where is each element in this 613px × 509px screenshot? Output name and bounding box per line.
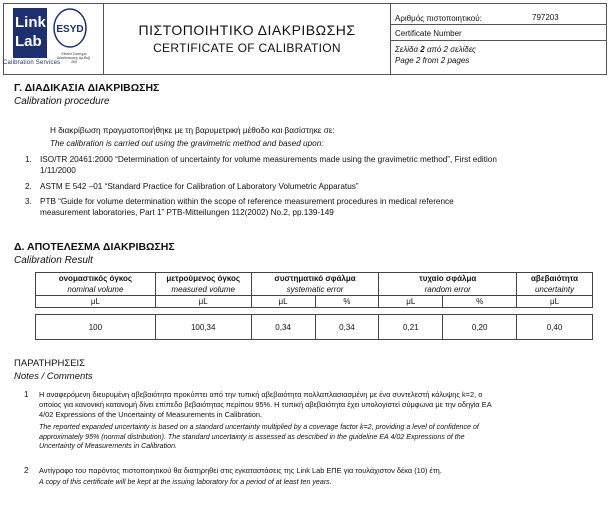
unit-cell: μL — [36, 296, 156, 308]
units-row — [36, 296, 593, 308]
table-header-row — [36, 273, 593, 285]
logo-line-2: Lab — [15, 33, 42, 50]
unit-cell: % — [443, 296, 517, 308]
procedure-intro-greek: Η διακρίβωση πραγματοποιήθηκε με τη βαρυμετρική μέθοδο και βασίστηκε σε: — [50, 126, 335, 135]
results-heading-greek: Δ. ΑΠΟΤΕΛΕΣΜΑ ΔΙΑΚΡΙΒΩΣΗΣ — [14, 241, 175, 253]
table-cell: 0,21 — [379, 315, 443, 340]
note-number: 1 — [24, 390, 29, 399]
esyd-accreditation-logo — [52, 6, 88, 52]
link-lab-logo — [13, 8, 47, 58]
cert-number-label-greek: Αριθμός πιστοποιητικού: — [395, 14, 482, 23]
column-subheader: systematic error — [251, 284, 379, 296]
reference-item: PTB “Guide for volume determination within the scope of reference measurement procedures in medical reference measurement laboratories, Part 1” PTB-Mitteilungen 112(2002) No.2, pp.139-149 — [40, 197, 454, 217]
procedure-heading-greek: Γ. ΔΙΑΔΙΚΑΣΙΑ ΔΙΑΚΡΙΒΩΣΗΣ — [14, 82, 160, 94]
reference-item-number: 3. — [25, 197, 32, 206]
note-1-english: The reported expanded uncertainty is based on a standard uncertainty multiplied by a coverage factor k=2, providing a level of confidence of approximately 95% (normal distribution). The standard uncertainty is assessed as described in the guideline EA 4/02 Expressions of the Uncertainty of Measurements in Calibration. — [39, 423, 479, 451]
table-header-row — [36, 284, 593, 296]
unit-cell: μL — [379, 296, 443, 308]
table-cell: 0,34 — [315, 315, 379, 340]
reference-item-number: 2. — [25, 182, 32, 191]
page-indicator-greek: Σελίδα 2 από 2 σελίδες — [395, 45, 476, 54]
calibration-results-table — [35, 272, 593, 340]
note-1-greek: Η αναφερόμενη διευρυμένη αβεβαιότητα προκύπτει από την τυπική αβεβαιότητα πολλαπλασιασμένη με ένα συντελεστή κάλυψης k=2, ο οποίος για κανονική κατανομή δίνει επίπεδο βεβαιότητας περίπου 95%. Η τυπική αβεβαιότητα έχει υπολογιστεί σύμφωνα με την οδηγία EA 4/02 Expressions of the Uncertainty of Measurements in Calibration. — [39, 390, 492, 419]
note-2-greek: Αντίγραφο του παρόντος πιστοποιητικού θα διατηρηθεί στις εγκαταστάσεις της Link Lab ΕΠΕ για τουλάχιστον δέκα (10) έτη. — [39, 466, 442, 475]
esyd-subtitle: Εθνικό Σύστημα Διαπίστευσης Αρ.Βεβ. 269 — [56, 52, 92, 64]
certificate-header — [3, 3, 607, 75]
column-header: ονομαστικός όγκος — [36, 273, 156, 285]
column-header: αβεβαιότητα — [517, 273, 593, 285]
table-gap — [36, 308, 593, 315]
results-heading-english: Calibration Result — [14, 255, 93, 266]
reference-item: ASTM E 542 –01 “Standard Practice for Calibration of Laboratory Volumetric Apparatus” — [40, 182, 359, 191]
table-cell: 100,34 — [155, 315, 251, 340]
header-divider — [103, 3, 104, 75]
certificate-title-greek: ΠΙΣΤΟΠΟΙΗΤΙΚΟ ΔΙΑΚΡΙΒΩΣΗΣ — [138, 22, 356, 38]
page-indicator-english: Page 2 from 2 pages — [395, 56, 470, 65]
reference-item: ISO/TR 20461:2000 “Determination of uncertainty for volume measurements made using the gravimetric method”, First edition 1/11/2000 — [40, 155, 497, 175]
unit-cell: % — [315, 296, 379, 308]
cert-number-value: 797203 — [532, 13, 559, 22]
table-cell: 0,20 — [443, 315, 517, 340]
notes-heading-english: Notes / Comments — [14, 371, 93, 382]
column-subheader: uncertainty — [517, 284, 593, 296]
column-header: μετρούμενος όγκος — [155, 273, 251, 285]
table-cell: 100 — [36, 315, 156, 340]
unit-cell: μL — [251, 296, 315, 308]
logo-subtitle: Calibration Services — [3, 60, 61, 66]
table-cell: 0,34 — [251, 315, 315, 340]
esyd-logo-text: ESYD — [56, 24, 84, 35]
header-row-line — [391, 24, 607, 25]
column-header: τυχαίο σφάλμα — [379, 273, 517, 285]
notes-heading-greek: ΠΑΡΑΤΗΡΗΣΕΙΣ — [14, 358, 86, 369]
note-number: 2 — [24, 466, 29, 475]
note-2-english: A copy of this certificate will be kept at the issuing laboratory for a period of at least ten years. — [39, 478, 332, 486]
column-subheader: measured volume — [155, 284, 251, 296]
procedure-intro-english: The calibration is carried out using the gravimetric method and based upon: — [50, 139, 324, 148]
reference-item-number: 1. — [25, 155, 32, 164]
unit-cell: μL — [517, 296, 593, 308]
header-row-line — [391, 40, 607, 41]
header-divider — [390, 3, 391, 75]
table-row — [36, 315, 593, 340]
column-subheader: random error — [379, 284, 517, 296]
table-cell: 0,40 — [517, 315, 593, 340]
logo-line-1: Link — [15, 14, 46, 31]
unit-cell: μL — [155, 296, 251, 308]
procedure-heading-english: Calibration procedure — [14, 96, 110, 107]
column-subheader: nominal volume — [36, 284, 156, 296]
certificate-title-english: CERTIFICATE OF CALIBRATION — [153, 41, 341, 55]
cert-number-label-english: Certificate Number — [395, 29, 462, 38]
column-header: συστηματικό σφάλμα — [251, 273, 379, 285]
